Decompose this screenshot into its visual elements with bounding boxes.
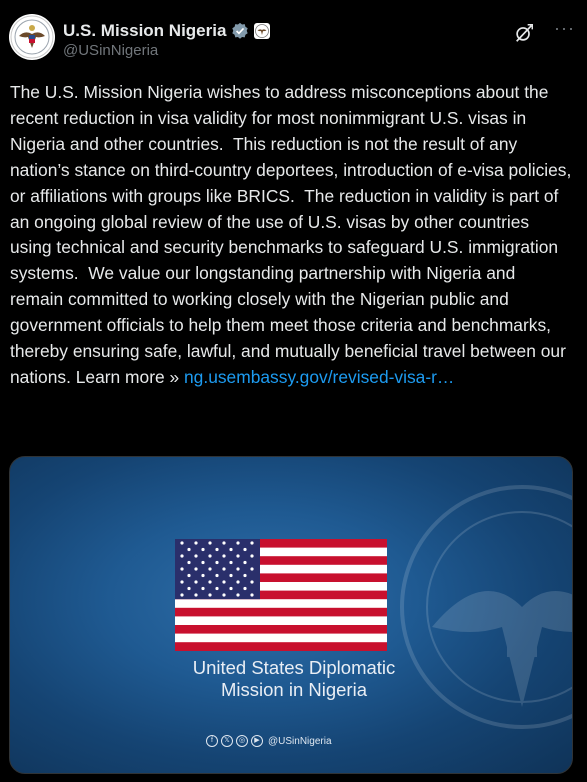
us-flag-icon bbox=[175, 539, 387, 651]
post-text bbox=[10, 80, 577, 391]
x-icon: 𝕏 bbox=[221, 735, 233, 747]
name-line bbox=[63, 20, 270, 42]
caption-line-1: United States Diplomatic bbox=[192, 657, 396, 678]
post-body: The U.S. Mission Nigeria wishes to address misconceptions about the recent reduction in visa validity for most nonimmigrant U.S. visas in Nigeria and other countries. This reduction is not the result of any nation’s stance on third-country deportees, introduction of e-visa policies, or affiliations with groups like BRICS. The reduction in validity is part of an ongoing global review of the use of U.S. visas by other countries using technical and security benchmarks to safeguard U.S. immigration systems. We value our longstanding partnership with Nigeria and remain committed to working closely with the Nigerian public and government officials to help them meet those criteria and benchmarks, thereby ensuring safe, lawful, and mutually beneficial travel between our nations. Learn more » bbox=[10, 82, 577, 387]
caption-line-2: Mission in Nigeria bbox=[221, 679, 367, 700]
media-caption bbox=[10, 657, 572, 701]
instagram-icon: ◎ bbox=[236, 735, 248, 747]
affiliate-seal-icon[interactable] bbox=[254, 23, 270, 39]
handle[interactable]: @USinNigeria bbox=[63, 42, 159, 59]
youtube-icon: ▶ bbox=[251, 735, 263, 747]
us-state-department-seal-icon bbox=[9, 14, 55, 60]
display-name[interactable]: U.S. Mission Nigeria bbox=[63, 21, 227, 40]
avatar[interactable] bbox=[9, 14, 55, 60]
grok-icon[interactable] bbox=[513, 22, 535, 44]
more-options-icon[interactable]: ··· bbox=[554, 18, 575, 38]
post-link[interactable]: ng.usembassy.gov/revised-visa-r… bbox=[184, 366, 455, 387]
social-handles bbox=[206, 735, 332, 747]
post-header bbox=[9, 14, 577, 64]
watermark-seal-icon bbox=[392, 477, 573, 757]
verified-badge-icon[interactable] bbox=[231, 22, 249, 40]
facebook-icon: f bbox=[206, 735, 218, 747]
post-media[interactable] bbox=[9, 456, 573, 774]
media-handle: @USinNigeria bbox=[268, 735, 332, 747]
